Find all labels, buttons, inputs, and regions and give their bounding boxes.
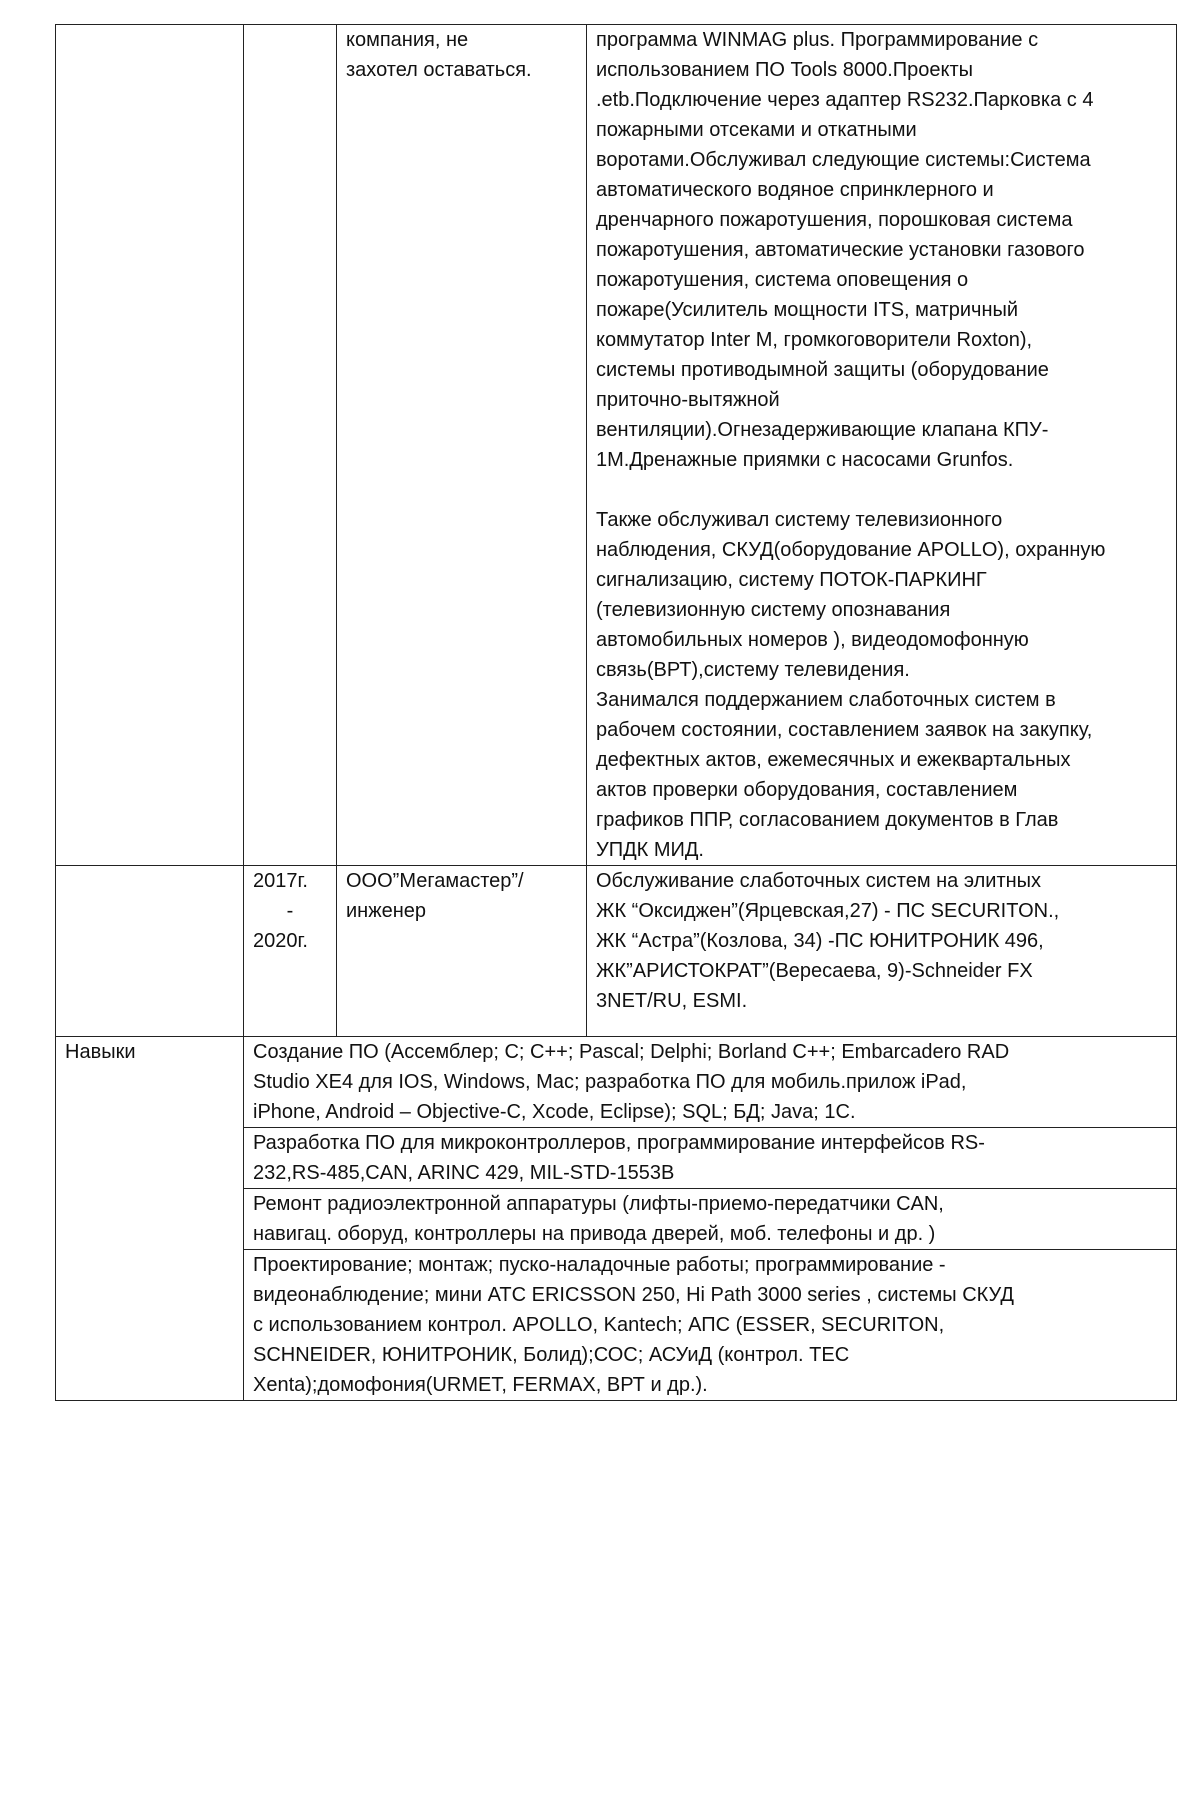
skill-item: Ремонт радиоэлектронной аппаратуры (лифты-приемо-передатчики CAN, навигац. оборуд, контроллеры на привода дверей, моб. телефоны и др. ) (244, 1189, 1177, 1250)
job-description-paragraph: Обслуживание слаботочных систем на элитных ЖК “Оксиджен”(Ярцевская,27) - ПС SECURITON., ЖК “Астра”(Козлова, 34) -ПС ЮНИТРОНИК 496, ЖК”АРИСТОКРАТ”(Вересаева, 9)-Schneider FX 3NET/RU, ESMI. (596, 870, 1060, 1012)
resume-table (55, 24, 1177, 1401)
skill-item: Проектирование; монтаж; пуско-наладочные работы; программирование - видеонаблюдение; мини АТС ERICSSON 250, Hi Path 3000 series , системы СКУД с использованием контрол. APOLLO, Kantech; АПС (ESSER, SECURITON, SCHNEIDER, ЮНИТРОНИК, Болид);СОС; АСУиД (контрол. TEC Xenta);домофония(URMET, FERMAX, ВРТ и др.). (244, 1250, 1177, 1401)
skills-label-cell (56, 1037, 244, 1401)
job-years-cell-empty (244, 25, 337, 866)
job-org-cell (337, 25, 587, 866)
skill-item: Создание ПО (Ассемблер; С; С++; Pascal; Delphi; Borland C++; Embarcadero RAD Studio XE4 для IOS, Windows, Mac; разработка ПО для мобиль.прилож iPad, iPhone, Android – Objective-C, Xcode, Eclipse); SQL; БД; Java; 1С. (244, 1037, 1177, 1128)
job-org-text: ООО”Мегамастер”/ инженер (346, 870, 524, 922)
job-row-previous (56, 25, 1177, 866)
job-year-separator: - (286, 900, 294, 922)
job-org-text: компания, не захотел оставаться. (346, 29, 532, 81)
job-description-paragraph: Также обслуживал систему телевизионного наблюдения, СКУД(оборудование APOLLO), охранную сигнализацию, систему ПОТОК-ПАРКИНГ (телевизионную систему опознавания автомобильных номеров ), видеодомофонную связь(ВРТ),систему телевидения. Занимался поддержанием слаботочных систем в рабочем состоянии, составлением заявок на закупку, дефектных актов, ежемесячных и ежеквартальных актов проверки оборудования, составлением графиков ППР, согласованием документов в Глав УПДК МИД. (596, 509, 1106, 861)
job-description-cell (587, 866, 1177, 1037)
job-description-paragraph: программа WINMAG plus. Программирование с использованием ПО Tools 8000.Проекты .etb.Подключение через адаптер RS232.Парковка с 4 пожарными отсеками и откатными воротами.Обслуживал следующие системы:Система автоматического водяное спринклерного и дренчарного пожаротушения, порошковая система пожаротушения, автоматические установки газового пожаротушения, система оповещения о пожаре(Усилитель мощности ITS, матричный коммутатор Inter M, громкоговорители Roxton), системы противодымной защиты (оборудование приточно-вытяжной вентиляции).Огнезадерживающие клапана КПУ- 1М.Дренажные приямки с насосами Grunfos. (596, 29, 1094, 471)
job-year-end: 2020г. (253, 930, 308, 952)
job-description-cell (587, 25, 1177, 866)
job-row-megamaster (56, 866, 1177, 1037)
job-org-cell (337, 866, 587, 1037)
section-label-cell-empty (56, 866, 244, 1037)
job-years-cell (244, 866, 337, 1037)
skills-row (56, 1037, 1177, 1128)
skill-item: Разработка ПО для микроконтроллеров, программирование интерфейсов RS- 232,RS-485,CAN, ARINC 429, MIL-STD-1553B (244, 1128, 1177, 1189)
job-year-start: 2017г. (253, 870, 308, 892)
section-label-cell-empty (56, 25, 244, 866)
skills-label: Навыки (65, 1041, 136, 1063)
